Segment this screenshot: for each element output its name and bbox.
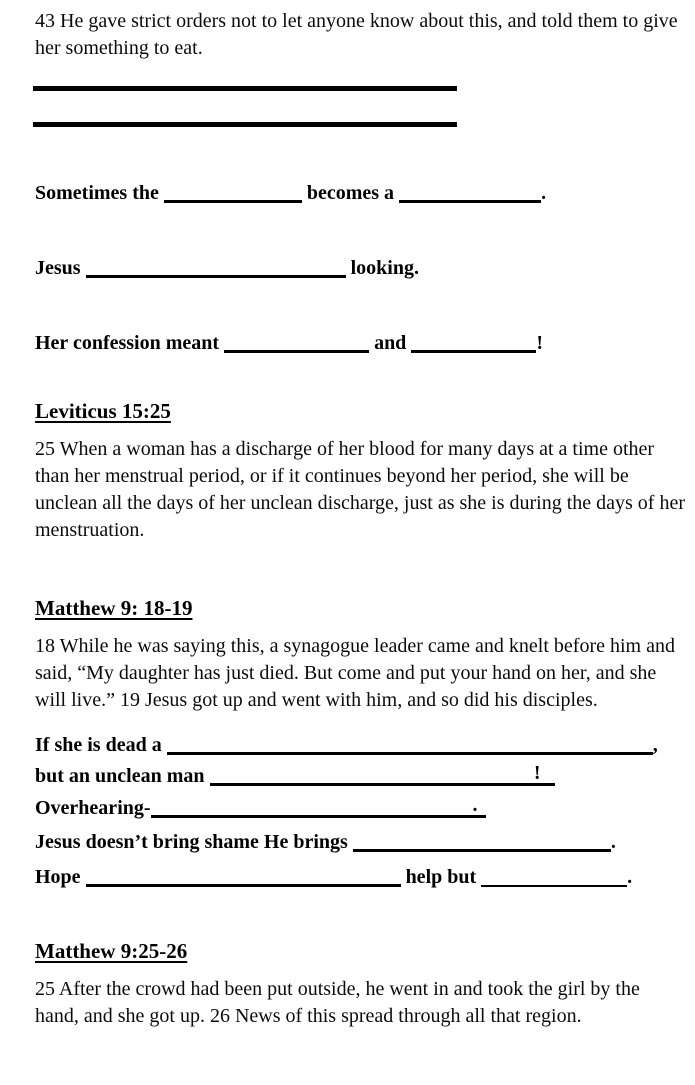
passage-matthew-9-18-19: 18 While he was saying this, a synagogue leader came and knelt before him and said, “My daughter has just died. But come and put your hand on her, and she will live.” 19 Jesus got up and went with him, and so did his disciples.: [35, 635, 675, 711]
fill-text: looking.: [350, 257, 419, 279]
fill-line-confession: [35, 330, 685, 357]
blank-brings: [353, 849, 611, 852]
fill-text: becomes a: [306, 182, 395, 204]
fill-text: Her confession meant: [35, 332, 220, 354]
fill-row-unclean-man: [35, 761, 685, 792]
fill-punctuation: .: [627, 866, 633, 888]
answer-rule-2: [33, 122, 457, 127]
blank-overhearing: [151, 794, 486, 818]
blank-confession-2: [411, 350, 536, 353]
blank-sometimes-2: [399, 200, 541, 203]
fill-punctuation: ,: [652, 734, 658, 756]
fill-row-if-dead: [35, 730, 685, 761]
passage-leviticus-15-25: 25 When a woman has a discharge of her blood for many days at a time other than her menstrual period, or if it continues beyond her period, she will be unclean all the days of her unclean discharge, just as she is during the days of her menstruation.: [35, 438, 685, 541]
answer-rule-1: [33, 86, 457, 91]
blank-confession-1: [224, 350, 369, 353]
fill-line-hope: [35, 864, 685, 891]
section-heading-matthew-9-18-19: Matthew 9: 18-19: [35, 596, 193, 620]
fill-punctuation: .: [610, 831, 616, 853]
fill-text: but an unclean man: [35, 765, 205, 787]
fill-text: If she is dead a: [35, 734, 162, 756]
section-heading-leviticus-15-25: Leviticus 15:25: [35, 399, 171, 423]
fill-text: Hope: [35, 866, 81, 888]
fill-text: and: [374, 332, 407, 354]
on-line-punctuation: !: [533, 762, 541, 784]
blank-hope-2: [481, 885, 627, 887]
fill-line-if-dead: [35, 730, 685, 792]
worksheet-page: [35, 8, 685, 1030]
fill-text: Jesus: [35, 257, 81, 279]
fill-line-overhearing: [35, 795, 685, 822]
section-heading-matthew-9-25-26: Matthew 9:25-26: [35, 939, 188, 963]
fill-line-brings: [35, 829, 685, 856]
fill-text: Overhearing-: [35, 797, 151, 819]
blank-unclean-man: [210, 762, 555, 786]
blank-sometimes-1: [164, 200, 302, 203]
fill-text: Jesus doesn’t bring shame He brings: [35, 831, 348, 853]
fill-line-sometimes: [35, 180, 685, 207]
fill-text: Sometimes the: [35, 182, 159, 204]
blank-if-dead: [167, 752, 653, 755]
fill-punctuation: .: [541, 182, 547, 204]
passage-mark-5-43: 43 He gave strict orders not to let anyone know about this, and told them to give her something to eat.: [35, 10, 678, 59]
blank-hope-1: [86, 884, 401, 887]
blank-jesus-looking: [86, 275, 346, 278]
on-line-punctuation: .: [472, 794, 478, 816]
fill-text: help but: [405, 866, 477, 888]
fill-line-jesus-looking: [35, 255, 685, 282]
fill-punctuation: !: [536, 332, 543, 354]
passage-matthew-9-25-26: 25 After the crowd had been put outside, he went in and took the girl by the hand, and she got up. 26 News of this spread through all that region.: [35, 978, 640, 1027]
